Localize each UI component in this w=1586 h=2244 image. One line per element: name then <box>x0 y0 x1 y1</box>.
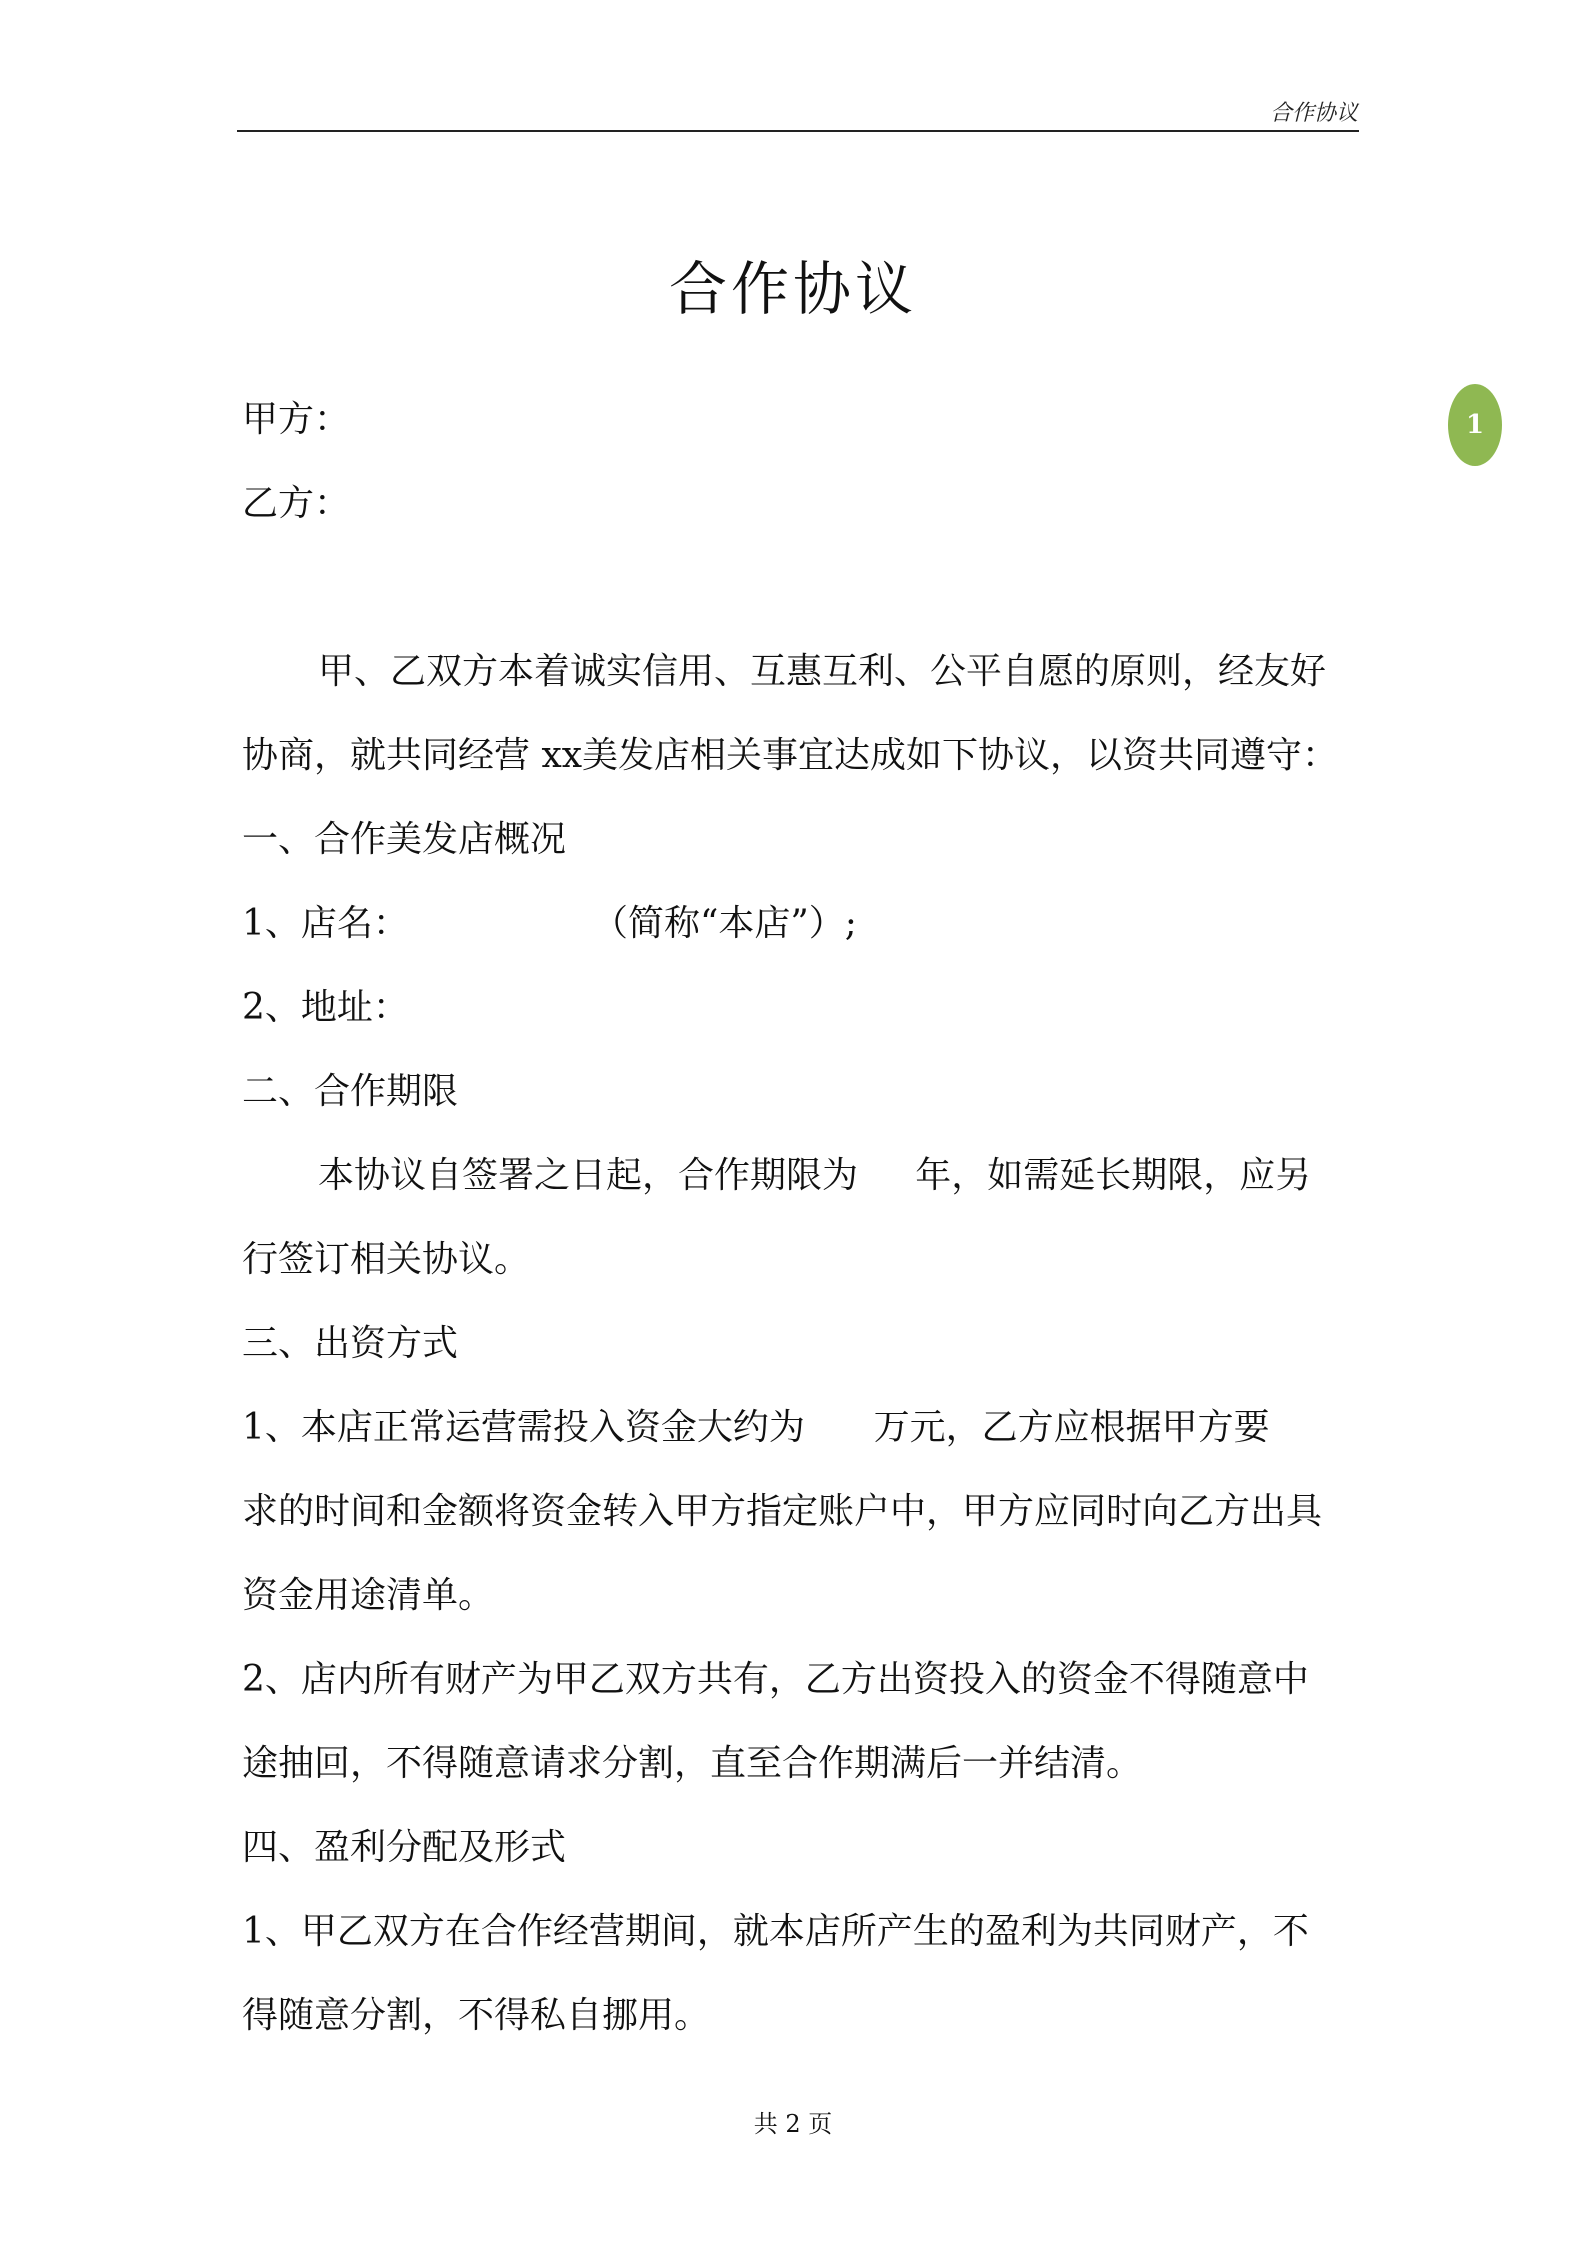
party-a-label: 甲方： <box>242 399 351 440</box>
section-heading: 二、合作期限 <box>242 1071 459 1112</box>
investment-item-line: 资金用途清单。 <box>242 1575 495 1616</box>
page-count-footer: 共 2 页 <box>753 2110 833 2138</box>
term-paragraph-line: 行签订相关协议。 <box>242 1239 531 1280</box>
document-body <box>242 378 1356 2058</box>
page-number-badge: 1 <box>1448 384 1502 466</box>
running-header-title: 合作协议 <box>1269 101 1358 126</box>
store-name-item: 1、店名： （简称“本店”）; <box>242 903 857 944</box>
blank-line <box>242 546 1356 630</box>
investment-item-line: 1、本店正常运营需投入资金大约为 万元，乙方应根据甲方要 <box>242 1407 1270 1448</box>
section-heading: 四、盈利分配及形式 <box>242 1827 567 1868</box>
profit-item-line: 1、甲乙双方在合作经营期间，就本店所产生的盈利为共同财产，不 <box>242 1911 1309 1952</box>
section-heading: 一、合作美发店概况 <box>242 819 567 860</box>
intro-paragraph-line: 甲、乙双方本着诚实信用、互惠互利、公平自愿的原则，经友好 <box>318 651 1327 692</box>
document-title: 合作协议 <box>668 255 917 323</box>
profit-item-line: 得随意分割，不得私自挪用。 <box>242 1995 711 2036</box>
store-address-item: 2、地址： <box>242 987 409 1028</box>
property-item-line: 2、店内所有财产为甲乙双方共有，乙方出资投入的资金不得随意中 <box>242 1659 1309 1700</box>
header-divider <box>237 130 1359 132</box>
party-b-label: 乙方： <box>242 483 351 524</box>
property-item-line: 途抽回，不得随意请求分割，直至合作期满后一并结清。 <box>242 1743 1143 1784</box>
investment-item-line: 求的时间和金额将资金转入甲方指定账户中，甲方应同时向乙方出具 <box>242 1491 1323 1532</box>
term-paragraph-line: 本协议自签署之日起，合作期限为 年，如需延长期限，应另 <box>318 1155 1312 1196</box>
intro-paragraph-line: 协商，就共同经营 xx美发店相关事宜达成如下协议，以资共同遵守： <box>242 735 1339 776</box>
section-heading: 三、出资方式 <box>242 1323 459 1364</box>
